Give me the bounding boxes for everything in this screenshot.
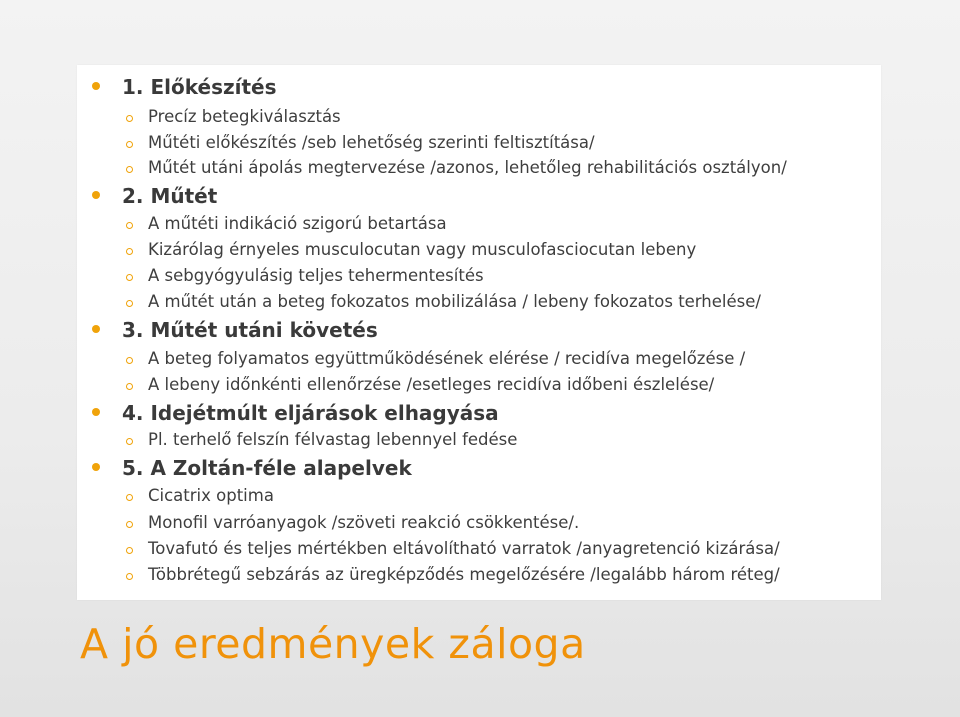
bullet-dot-icon [92, 325, 100, 333]
bullet-ring-icon [126, 573, 133, 580]
list-item [148, 375, 714, 394]
bullet-ring-icon [126, 115, 133, 122]
bullet-ring-icon [126, 222, 133, 229]
bullet-ring-icon [126, 438, 133, 445]
list-item [148, 107, 341, 126]
bullet-ring-icon [126, 248, 133, 255]
list-item [148, 565, 780, 584]
item-text: A sebgyógyulásig teljes tehermentesítés [148, 266, 484, 285]
item-text: A beteg folyamatos együttműködésének elérése / recidíva megelőzése / [148, 349, 746, 368]
section-heading [122, 456, 412, 480]
item-text: Műtét utáni ápolás megtervezése /azonos, lehetőleg rehabilitációs osztályon/ [148, 158, 787, 177]
heading-text: 5. A Zoltán-féle alapelvek [122, 456, 412, 480]
list-item [148, 349, 745, 368]
item-text: Műtéti előkészítés /seb lehetőség szerinti feltisztítása/ [148, 133, 595, 152]
section-heading [122, 75, 277, 99]
bullet-ring-icon [126, 547, 133, 554]
list-item [148, 539, 780, 558]
bullet-ring-icon [126, 141, 133, 148]
bullet-dot-icon [92, 463, 100, 471]
list-item [148, 266, 484, 285]
list-item [148, 240, 696, 259]
bullet-dot-icon [92, 191, 100, 199]
list-item [148, 158, 787, 177]
bullet-ring-icon [126, 521, 133, 528]
item-text: Precíz betegkiválasztás [148, 107, 341, 126]
list-item [148, 513, 579, 532]
section-heading [122, 401, 499, 425]
list-item [148, 430, 517, 449]
slide-title: A jó eredmények záloga [80, 620, 586, 668]
item-text: A műtét után a beteg fokozatos mobilizálása / lebeny fokozatos terhelése/ [148, 292, 761, 311]
bullet-ring-icon [126, 274, 133, 281]
list-item [148, 486, 274, 505]
list-item [148, 214, 447, 233]
bullet-ring-icon [126, 383, 133, 390]
heading-text: 2. Műtét [122, 184, 218, 208]
item-text: Cicatrix optima [148, 486, 274, 505]
item-text: Pl. terhelő felszín félvastag lebennyel fedése [148, 430, 518, 449]
bullet-ring-icon [126, 494, 133, 501]
bullet-ring-icon [126, 357, 133, 364]
section-heading [122, 318, 378, 342]
list-item [148, 292, 761, 311]
heading-text: 3. Műtét utáni követés [122, 318, 378, 342]
list-item [148, 133, 595, 152]
item-text: A műtéti indikáció szigorú betartása [148, 214, 447, 233]
section-heading [122, 184, 217, 208]
heading-text: 4. Idejétmúlt eljárások elhagyása [122, 401, 499, 425]
bullet-ring-icon [126, 300, 133, 307]
item-text: A lebeny időnkénti ellenőrzése /esetleges recidíva időbeni észlelése/ [148, 375, 715, 394]
item-text: Monofil varróanyagok /szöveti reakció csökkentése/. [148, 513, 580, 532]
item-text: Többrétegű sebzárás az üregképződés megelőzésére /legalább három réteg/ [148, 565, 780, 584]
item-text: Tovafutó és teljes mértékben eltávolítható varratok /anyagretenció kizárása/ [148, 539, 780, 558]
bullet-dot-icon [92, 82, 100, 90]
item-text: Kizárólag érnyeles musculocutan vagy musculofasciocutan lebeny [148, 240, 697, 259]
bullet-dot-icon [92, 408, 100, 416]
bullet-ring-icon [126, 166, 133, 173]
heading-text: 1. Előkészítés [122, 75, 277, 99]
